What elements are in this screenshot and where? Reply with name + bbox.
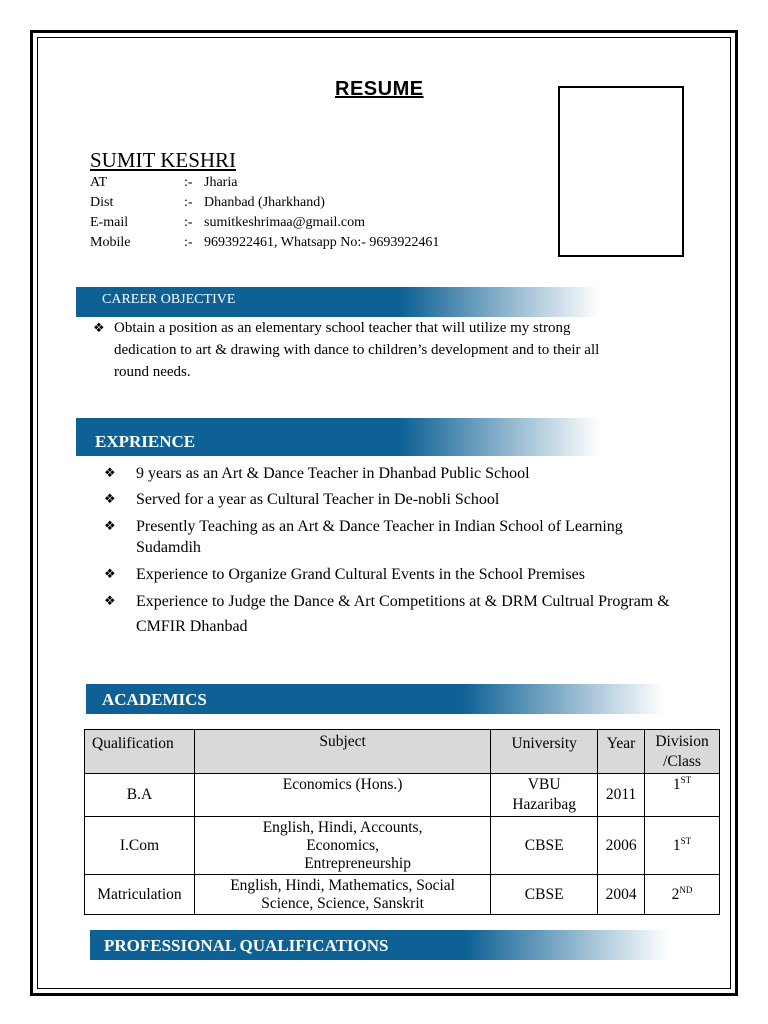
division-value: 1: [672, 776, 681, 793]
contact-label: E-mail: [90, 215, 129, 230]
cell-university: [491, 774, 598, 817]
cell-qualification: B.A: [85, 774, 195, 817]
experience-line: Experience to Judge the Dance & Art Competitions at & DRM Cultrual Program &: [136, 593, 670, 610]
contact-value: sumitkeshrimaa@gmail.com: [204, 215, 366, 230]
university-line: CBSE: [524, 885, 564, 903]
contact-separator: :-: [184, 195, 193, 210]
diamond-bullet-icon: ❖: [93, 321, 105, 336]
header-subject: Subject: [194, 730, 490, 774]
cell-year: 2011: [598, 774, 645, 817]
division-value: 2: [671, 885, 680, 903]
division-suffix: ND: [679, 884, 693, 895]
experience-line: 9 years as an Art & Dance Teacher in Dhanbad Public School: [136, 465, 530, 482]
table-row: [85, 774, 720, 817]
cell-division: [645, 817, 720, 875]
cell-year: 2004: [598, 875, 645, 915]
diamond-bullet-icon: ❖: [104, 567, 116, 582]
cell-subject: [194, 817, 490, 875]
university-line: VBU: [527, 776, 561, 793]
section-heading-academics: ACADEMICS: [102, 690, 207, 709]
header-university: University: [491, 730, 598, 774]
contact-separator: :-: [184, 175, 193, 190]
subject-line: English, Hindi, Accounts,: [262, 818, 423, 836]
contact-label: Mobile: [90, 235, 131, 250]
contact-label: Dist: [90, 195, 114, 210]
division-suffix: ST: [680, 774, 692, 785]
experience-line: Served for a year as Cultural Teacher in De-nobli School: [136, 491, 500, 508]
table-row: [85, 875, 720, 915]
objective-line: dedication to art & drawing with dance to children’s development and to their all: [114, 342, 600, 358]
experience-line: CMFIR Dhanbad: [136, 618, 248, 635]
section-heading-professional: PROFESSIONAL QUALIFICATIONS: [104, 936, 389, 955]
candidate-name: SUMIT KESHRI: [90, 148, 237, 172]
cell-year: 2006: [598, 817, 645, 875]
cell-subject: [194, 875, 490, 915]
table-row: [85, 817, 720, 875]
cell-university: [491, 875, 598, 915]
header-division: [645, 730, 720, 774]
header-division-line: /Class: [663, 753, 701, 770]
header-division-line: Division: [655, 733, 709, 750]
diamond-bullet-icon: ❖: [104, 519, 116, 534]
subject-line: Entrepreneurship: [304, 854, 411, 872]
contact-value: Jharia: [204, 175, 238, 190]
subject-line: Science, Science, Sanskrit: [261, 894, 424, 912]
cell-university: [491, 817, 598, 875]
section-heading-career: CAREER OBJECTIVE: [102, 292, 236, 307]
contact-value: 9693922461, Whatsapp No:- 9693922461: [204, 235, 440, 250]
cell-qualification: Matriculation: [85, 875, 195, 915]
university-line: CBSE: [524, 836, 564, 854]
experience-line: Sudamdih: [136, 539, 201, 556]
cell-division: [645, 774, 720, 817]
university-line: Hazaribag: [512, 796, 577, 813]
diamond-bullet-icon: ❖: [104, 466, 116, 481]
contact-separator: :-: [184, 235, 193, 250]
diamond-bullet-icon: ❖: [104, 594, 116, 609]
subject-line: English, Hindi, Mathematics, Social: [230, 876, 455, 894]
section-heading-experience: EXPRIENCE: [95, 432, 196, 451]
resume-title: RESUME: [335, 78, 424, 100]
cell-qualification: I.Com: [85, 817, 195, 875]
experience-line: Presently Teaching as an Art & Dance Teacher in Indian School of Learning: [136, 518, 623, 535]
header-year: Year: [598, 730, 645, 774]
table-header-row: [85, 730, 720, 774]
contact-value: Dhanbad (Jharkhand): [204, 195, 325, 210]
objective-line: round needs.: [114, 364, 191, 380]
objective-line: Obtain a position as an elementary school teacher that will utilize my strong: [114, 320, 571, 336]
subject-line: Economics (Hons.): [282, 776, 403, 793]
diamond-bullet-icon: ❖: [104, 492, 116, 507]
header-qualification: Qualification: [85, 730, 195, 774]
subject-line: Economics,: [306, 836, 379, 854]
contact-separator: :-: [184, 215, 193, 230]
division-value: 1: [672, 836, 681, 854]
academics-table: [84, 729, 720, 915]
division-suffix: ST: [680, 835, 692, 846]
photo-placeholder: [558, 86, 684, 257]
cell-subject: [194, 774, 490, 817]
cell-division: [645, 875, 720, 915]
contact-label: AT: [90, 175, 108, 190]
experience-line: Experience to Organize Grand Cultural Events in the School Premises: [136, 566, 585, 583]
